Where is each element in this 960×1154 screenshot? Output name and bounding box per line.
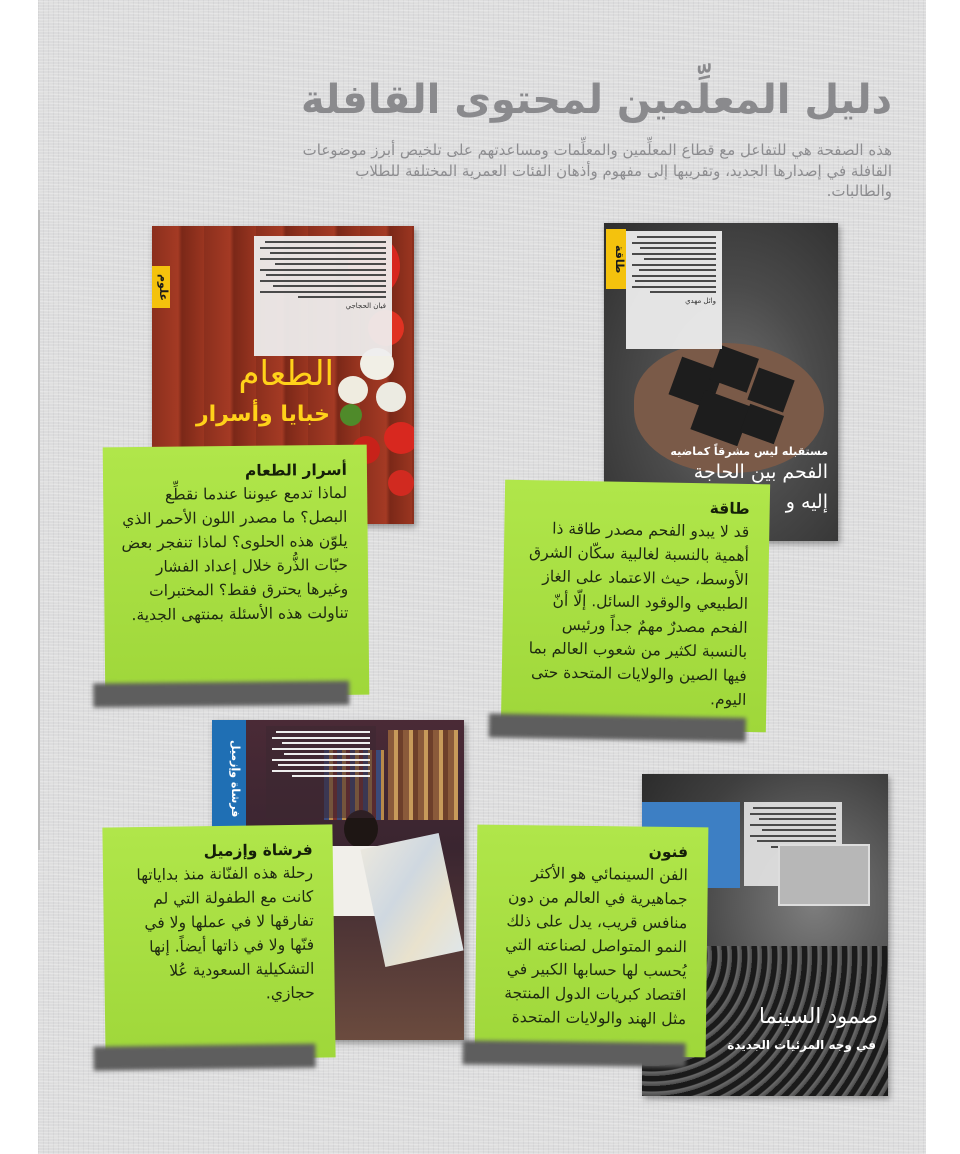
- mushroom-image: [376, 382, 406, 412]
- cover-excerpt: [254, 236, 392, 356]
- cover-subtitle: في وجه المرئيات الجديدة: [727, 1038, 876, 1052]
- cinema-screen-image: [778, 844, 870, 906]
- note-heading: فرشاة وإزميل: [203, 840, 313, 861]
- painting-canvas-image: [360, 833, 463, 967]
- bookshelf-image: [388, 730, 458, 820]
- excerpt-text-lines: [632, 236, 716, 293]
- sticky-note-art: [102, 824, 335, 1060]
- excerpt-text-lines: [260, 241, 386, 298]
- cover-title-line1: الفحم بين الحاجة: [693, 461, 828, 483]
- tomato-image: [388, 470, 414, 496]
- sticky-note-arts-cinema: [475, 825, 709, 1058]
- cover-subtitle: خبايا وأسرار: [195, 402, 330, 427]
- excerpt-text-lines: [272, 731, 370, 777]
- note-heading: طاقة: [709, 499, 750, 518]
- note-heading: فنون: [648, 842, 689, 862]
- binding-edge: [38, 210, 40, 850]
- cover-section-tag: طاقة: [606, 229, 626, 289]
- cover-section-tag: علوم: [152, 266, 170, 308]
- excerpt-author: وائل مهدي: [685, 297, 716, 305]
- cover-title: الطعام: [238, 354, 334, 394]
- excerpt-author: فيان الحجاجي: [345, 302, 386, 310]
- note-body: رحلة هذه الفنّانة منذ بداياتها كانت مع الطفولة التي لم تفارقها لا في عملها ولا في فنّها ولا في ذاتها أيضاً. إنها التشكيلية السعودية عُلا حجازي.: [136, 863, 315, 1003]
- page-intro: هذه الصفحة هي للتفاعل مع قطاع المعلِّمين والمعلِّمات ومساعدتهم على تلخيص أبرز موضوعات القافلة في إصدارها الجديد، وتقريبها إلى مفهوم وأذهان الفئات العمرية المختلفة للطلاب والطالبات.: [302, 141, 892, 201]
- basil-image: [340, 404, 362, 426]
- cover-title-line2: إليه و: [785, 491, 828, 513]
- note-heading: أسرار الطعام: [244, 460, 348, 480]
- mushroom-image: [338, 376, 368, 404]
- excerpt-text-lines: [750, 807, 836, 848]
- tomato-image: [384, 422, 414, 454]
- cover-section-tag: فرشاة وإزميل: [229, 740, 242, 818]
- sticky-note-energy: [501, 480, 770, 733]
- sticky-note-food: [103, 445, 370, 698]
- page-title: دليل المعلِّمين لمحتوى القافلة: [301, 77, 892, 123]
- cover-excerpt: [266, 726, 376, 818]
- note-body: لماذا تدمع عيوننا عندما نقطِّع البصل؟ ما مصدر اللون الأحمر الذي يلوّن هذه الحلوى؟ لماذا تنفجر بعض حبّات الذُّرة خلال إعداد الفشار وغيرها يحترق فقط؟ المختبرات تناولت هذه الأسئلة بمنتهى الجدية.: [121, 483, 349, 625]
- cover-title: صمود السينما: [758, 1004, 878, 1028]
- note-body: الفن السينمائي هو الأكثر جماهيرية في العالم من دون منافس قريب، يدل على ذلك النمو المتواصل لصناعته التي يُحسب لها حسابها الكبير في اقتصاد كبريات الدول المنتجة مثل الهند والولايات المتحدة: [504, 864, 688, 1029]
- cover-kicker: مستقبله ليس مشرقاً كماضيه: [670, 445, 828, 458]
- note-body: قد لا يبدو الفحم مصدر طاقة ذا أهمية بالنسبة لغالبية سكّان الشرق الأوسط، حيث الاعتماد على الغاز الطبيعي والوقود السائل. إلّا أنّ الفحم مصدرٌ مهمٌ جداً ورئيس بالنسبة لكثير من شعوب العالم بما فيها الصين والولايات المتحدة حتى اليوم.: [528, 519, 750, 710]
- cover-excerpt: [626, 231, 722, 349]
